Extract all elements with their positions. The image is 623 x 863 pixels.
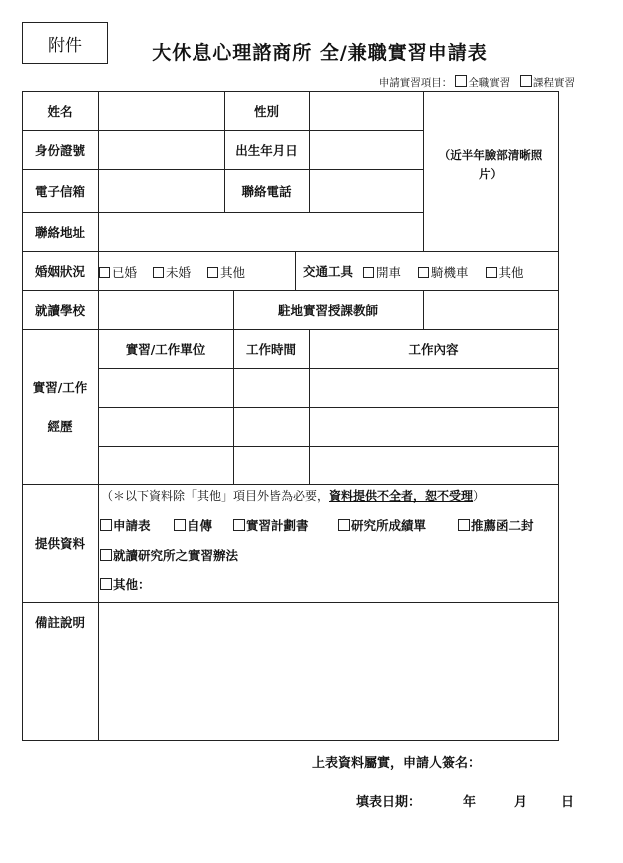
phone-label: 聯絡電話 [241,183,292,199]
birth-date-input[interactable] [309,130,423,169]
recommendation-checkbox[interactable] [458,519,470,531]
experience-row1-unit[interactable] [98,368,233,407]
experience-row3-unit[interactable] [98,446,233,484]
experience-col-unit: 實習/工作單位 [125,341,206,357]
experience-label [22,368,98,446]
photo-instruction-line2: 片） [479,167,502,181]
documents-note-emphasis: 資料提供不全者，恕不受理 [329,489,474,503]
date-day: 日 [561,795,575,810]
single-text: 未婚 [166,265,192,280]
full-time-checkbox[interactable] [455,75,467,87]
experience-row1-time[interactable] [233,368,309,407]
autobiography-text: 自傳 [187,518,213,533]
declaration-text: 上表資料屬實，申請人簽名： [312,756,482,771]
internship-regulations-text: 就讀研究所之實習辦法 [113,548,239,563]
doc-transcript[interactable] [338,516,426,534]
course-internship-option: 課程實習 [533,77,575,89]
marital-options [99,263,245,281]
recommendation-text: 推薦函二封 [471,518,534,533]
supervisor-label: 駐地實習授課教師 [277,302,378,318]
id-number-label: 身份證號 [34,142,85,158]
transport-label: 交通工具 [302,263,353,279]
remarks-label: 備註說明 [34,615,85,630]
form-title: 大休息心理諮商所 全/兼職實習申請表 [152,42,488,64]
experience-row3-content[interactable] [309,446,558,484]
marital-option-other[interactable] [207,263,245,281]
marital-other-text: 其他 [220,265,246,280]
doc-internship-regulations[interactable] [100,546,238,564]
marital-other-checkbox[interactable] [207,267,218,278]
date-month: 月 [514,795,528,810]
gender-input[interactable] [309,91,423,130]
marital-option-married[interactable] [99,263,137,281]
documents-note-suffix: ） [473,489,486,503]
transport-options [363,263,524,281]
car-checkbox[interactable] [363,267,374,278]
transport-option-other[interactable] [486,263,524,281]
internship-plan-checkbox[interactable] [233,519,245,531]
doc-recommendation-letters[interactable] [458,516,534,534]
marital-label: 婚姻狀況 [34,263,85,279]
married-checkbox[interactable] [99,267,110,278]
id-number-input[interactable] [98,130,224,169]
email-label: 電子信箱 [34,183,85,199]
single-checkbox[interactable] [153,267,164,278]
doc-other[interactable] [100,575,151,593]
experience-row2-content[interactable] [309,407,558,446]
experience-row1-content[interactable] [309,368,558,407]
apply-item-row [300,75,575,90]
doc-internship-plan[interactable] [233,516,309,534]
scooter-text: 騎機車 [431,265,469,280]
experience-label-line2: 經歷 [47,419,73,434]
address-label: 聯絡地址 [34,224,85,240]
experience-col-time: 工作時間 [245,341,296,357]
transcript-text: 研究所成績單 [351,518,427,533]
apply-item-label: 申請實習項目： [378,77,453,89]
car-text: 開車 [376,265,402,280]
autobiography-checkbox[interactable] [174,519,186,531]
date-year: 年 [463,795,477,810]
internship-regulations-checkbox[interactable] [100,549,112,561]
married-text: 已婚 [112,265,138,280]
remarks-input[interactable] [98,602,558,740]
gender-label: 性別 [253,103,279,119]
experience-row2-unit[interactable] [98,407,233,446]
attachment-label: 附件 [22,22,108,64]
doc-other-text: 其他： [113,577,151,592]
date-label: 填表日期： [356,795,422,810]
phone-input[interactable] [309,169,423,212]
school-input[interactable] [98,290,233,329]
application-form-text: 申請表 [113,518,151,533]
internship-plan-text: 實習計劃書 [246,518,309,533]
transcript-checkbox[interactable] [338,519,350,531]
name-label: 姓名 [47,103,73,119]
doc-application-form[interactable] [100,516,151,534]
documents-note [101,487,485,504]
photo-area[interactable] [423,140,558,190]
experience-row2-time[interactable] [233,407,309,446]
doc-autobiography[interactable] [174,516,212,534]
birth-date-label: 出生年月日 [235,142,298,158]
scooter-checkbox[interactable] [418,267,429,278]
experience-col-content: 工作內容 [408,341,459,357]
marital-option-single[interactable] [153,263,191,281]
experience-row3-time[interactable] [233,446,309,484]
full-time-option: 全職實習 [468,77,511,89]
school-label: 就讀學校 [34,302,85,318]
transport-other-checkbox[interactable] [486,267,497,278]
name-input[interactable] [98,91,224,130]
photo-instruction-line1: （近半年臉部清晰照 [438,148,543,162]
email-input[interactable] [98,169,224,212]
experience-label-line1: 實習/工作 [32,380,88,395]
documents-note-prefix: （＊以下資料除「其他」項目外皆為必要， [101,489,330,503]
address-input[interactable] [98,212,423,251]
application-form-checkbox[interactable] [100,519,112,531]
transport-option-scooter[interactable] [418,263,469,281]
documents-label: 提供資料 [34,536,85,551]
doc-other-checkbox[interactable] [100,578,112,590]
transport-option-car[interactable] [363,263,401,281]
supervisor-input[interactable] [423,290,558,329]
transport-other-text: 其他 [498,265,524,280]
course-internship-checkbox[interactable] [520,75,532,87]
